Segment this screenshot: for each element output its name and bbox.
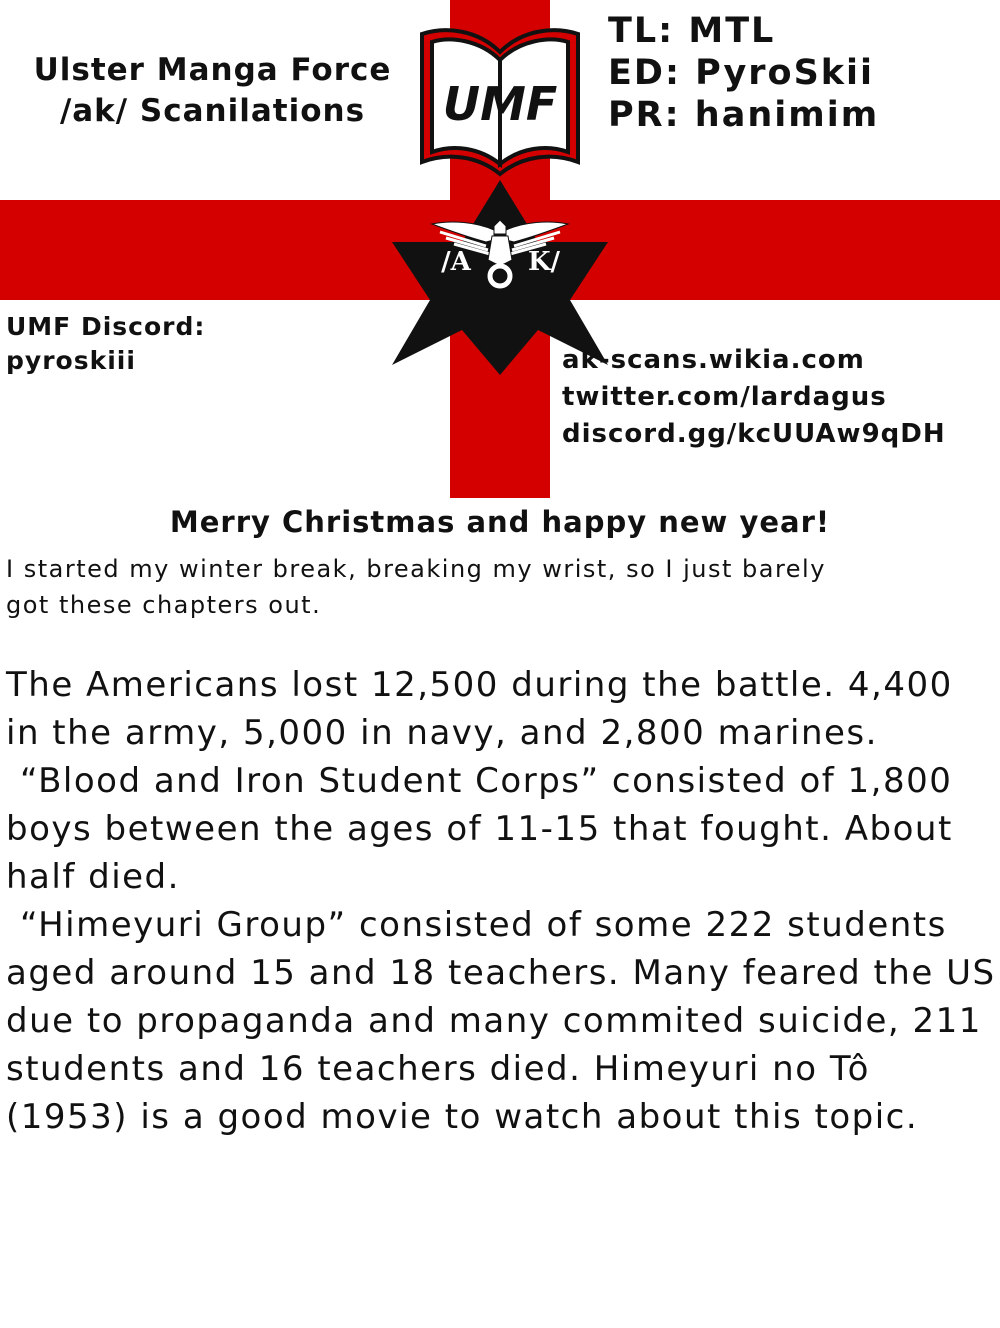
links-block <box>562 342 946 453</box>
link-discord[interactable]: discord.gg/kcUUAw9qDH <box>562 419 946 449</box>
history-notes <box>6 661 996 1141</box>
group-name-line2: /ak/ Scanilations <box>59 93 366 129</box>
logo-text: UMF <box>442 77 558 131</box>
group-name-line1: Ulster Manga Force <box>33 52 392 88</box>
discord-contact <box>6 310 205 378</box>
link-twitter[interactable]: twitter.com/lardagus <box>562 382 887 412</box>
translator-note: I started my winter break, breaking my wrist, so I just barely got these chapters out. <box>6 555 826 619</box>
paragraph-himeyuri: “Himeyuri Group” consisted of some 222 students aged around 15 and 18 teachers. Many feared the US due to propaganda and many commited suicide, 211 students and 16 teachers died. Himeyuri no Tô (1953) is a good movie to watch about this topic. <box>6 905 996 1137</box>
paragraph-casualties: The Americans lost 12,500 during the battle. 4,400 in the army, 5,000 in navy, and 2,800 marines. <box>6 665 953 753</box>
link-wikia[interactable]: ak-scans.wikia.com <box>562 345 865 375</box>
greeting-heading: Merry Christmas and happy new year! <box>169 505 831 539</box>
emblem-text-right: K/ <box>527 247 561 277</box>
credit-tl: TL: MTL <box>608 11 776 51</box>
credits-block <box>608 10 879 136</box>
credit-ed: ED: PyroSkii <box>608 53 875 93</box>
credit-pr: PR: hanimim <box>608 95 880 135</box>
group-name <box>10 50 415 132</box>
emblem-text-left: /A <box>441 247 471 277</box>
discord-label: UMF Discord: <box>6 312 206 341</box>
umf-book-logo <box>408 12 592 182</box>
paragraph-blood-iron: “Blood and Iron Student Corps” consisted of 1,800 boys between the ages of 11-15 that fought. About half died. <box>6 761 953 897</box>
discord-user: pyroskiii <box>6 346 136 375</box>
